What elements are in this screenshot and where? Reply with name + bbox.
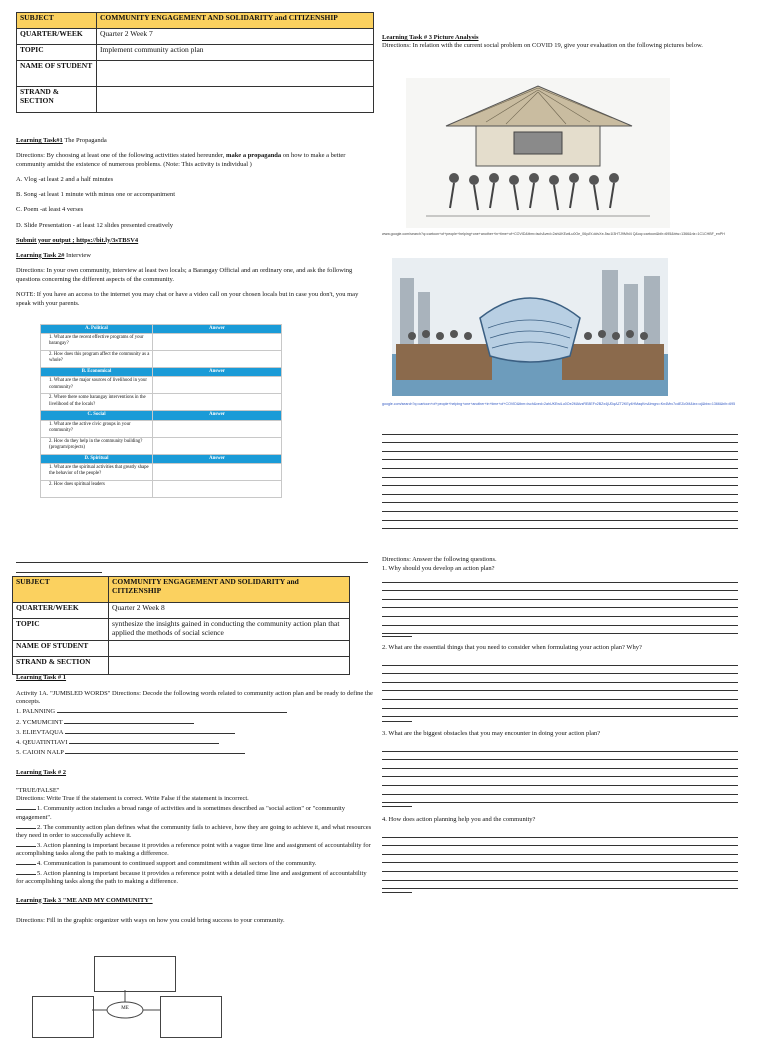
organizer-connectors — [0, 0, 260, 1024]
quarter-label: QUARTER/WEEK — [17, 29, 97, 45]
name-label: NAME OF STUDENT — [13, 641, 109, 657]
interview-question: 1. What are the active civic groups in your community? — [41, 420, 153, 437]
tf-title: "TRUE/FALSE" — [16, 787, 60, 795]
question-1-answer-lines[interactable] — [382, 574, 738, 634]
strand-label: STRAND & SECTION — [13, 657, 109, 675]
task1-option-c: C. Poem -at least 4 verses — [16, 206, 84, 214]
question-3: 3. What are the biggest obstacles that you may encounter in doing your action plan? — [382, 730, 601, 737]
topic-value: synthesize the insights gained in conducting the community action plan that applied the methods of social science — [109, 619, 350, 641]
subject-value: COMMUNITY ENGAGEMENT AND SOLIDARITY and CITIZENSHIP — [109, 577, 350, 603]
quarter-label: QUARTER/WEEK — [13, 603, 109, 619]
topic-value: Implement community action plan — [97, 45, 374, 61]
name-label: NAME OF STUDENT — [17, 61, 97, 87]
task2-note: NOTE: If you have an access to the internet you may chat or have a video call on your chosen locals but in case you don't, you may speak with your parents. — [16, 291, 359, 308]
jumbled-word-3: 3. ELIEVTAQUA — [16, 727, 374, 737]
jumbled-word-5: 5. CAIOIN NALP — [16, 747, 374, 757]
interview-question: 1. What are the spiritual activities that greatly shape the behavior of the people? — [41, 463, 153, 480]
topic-label: TOPIC — [13, 619, 109, 641]
task2-heading: Learning Task 2# — [16, 251, 65, 259]
question-2: 2. What are the essential things that you need to consider when formulating your action plan? Why? — [382, 644, 642, 651]
question-1: 1. Why should you develop an action plan? — [382, 565, 495, 572]
task3-section — [382, 34, 742, 50]
task3-heading: Learning Task # 3 Picture Analysis — [382, 34, 479, 41]
question-2-answer-end — [382, 721, 412, 722]
quarter-value: Quarter 2 Week 8 — [109, 603, 350, 619]
task1-heading: Learning Task#1 — [16, 137, 63, 144]
topic-label: TOPIC — [17, 45, 97, 61]
strand-label: STRAND & SECTION — [17, 87, 97, 113]
task1-option-d: D. Slide Presentation - at least 12 slides presented creatively — [16, 221, 174, 229]
interview-question: 2. Where there some barangay interventions in the livelihood of the locals? — [41, 394, 153, 411]
jumbled-word-1: 1. PALNNING — [16, 706, 374, 716]
picture-analysis-answer-lines[interactable] — [382, 426, 738, 529]
question-2-answer-lines[interactable] — [382, 657, 738, 717]
tf-item-5: 5. Action planning is important because it provides a reference point with a detailed time line and assignment of accountability for accomplishing tasks along the path to making a difference. — [16, 870, 367, 886]
question-4-answer-lines[interactable] — [382, 829, 738, 889]
tf-item-1: 1. Community action includes a broad range of activities and is sometimes described as "social action" or "community engagement". — [16, 805, 345, 821]
image-source-2: google.com/search?q=cartoon+of+people+helping+one+another+in+time+of+COVID&tbm=isch&ved=2ahUKEwiLu0Oe2MAlvzRE8EFx2BZx4jUDqAZT2KEy4HMaqKm&imgrc=Kn4Mrc7cdEZc0M&ixx=oj&biw=1366&bih=695 — [382, 402, 736, 406]
wk8-task2-heading: Learning Task # 2 — [16, 769, 67, 776]
interview-answer-header: Answer — [153, 411, 282, 420]
image-source-1: www.google.com/search?q=cartoon+of+people+helping+one+another+in+time+of+COVID&tbm=isch&ved=2ahUKEwiLu0Oe_06yAY-ddvXe-5sc1I3HTJ9Mhl4 Q&oq=cartoon&bih=695&biw=1366&rlz=1C1CHBF_enPH — [382, 232, 725, 236]
task3-directions: Directions: In relation with the current social problem on COVID 19, give your evaluation on the following pictures below. — [382, 42, 703, 50]
question-3-answer-lines[interactable] — [382, 743, 738, 803]
interview-answer-header: Answer — [153, 325, 282, 334]
subject-label: SUBJECT — [13, 577, 109, 603]
tf-item-2: 2. The community action plan defines what the community fails to achieve, how they are going to achieve it, and what resources they need in order to successfully achieve it. — [16, 823, 372, 839]
interview-section-title: D. Spiritual — [41, 454, 153, 463]
cartoon-shelter-image — [406, 78, 670, 228]
jumbled-directions: Activity 1A. "JUMBLED WORDS" Directions: Decode the following words related to community action plan and be ready to define the concepts. — [16, 690, 373, 706]
subject-value: COMMUNITY ENGAGEMENT AND SOLIDARITY and CITIZENSHIP — [97, 13, 374, 29]
interview-answer-header: Answer — [153, 454, 282, 463]
submit-link[interactable]: Submit your output ; https://bit.ly/3sTBSV4 — [16, 236, 139, 244]
task1-option-b: B. Song -at least 1 minute with minus one or accompaniment — [16, 191, 176, 199]
jumbled-word-4: 4. QEUATINTIAVI — [16, 737, 374, 747]
interview-question: 2. How does spiritual leaders — [41, 480, 153, 497]
organizer-directions: Directions: Fill in the graphic organizer with ways on how you could bring success to your community. — [16, 916, 285, 924]
task2-title: Interview — [66, 251, 91, 259]
interview-section-title: C. Social — [41, 411, 153, 420]
jumbled-word-2: 2. YCMUMCINT — [16, 717, 374, 727]
task1-option-a: A. Vlog -at least 2 and a half minutes — [16, 176, 114, 184]
organizer-center-label: ME — [121, 1006, 129, 1011]
interview-question: 1. What are the recent effective programs of your barangay? — [41, 334, 153, 351]
tf-item-4: 4. Communication is paramount to continued support and commitment within all sectors of the community. — [16, 858, 374, 868]
interview-question: 1. What are the major sources of livelihood in your community? — [41, 377, 153, 394]
task1-title: The Propaganda — [64, 137, 107, 144]
subject-label: SUBJECT — [17, 13, 97, 29]
quarter-value: Quarter 2 Week 7 — [97, 29, 374, 45]
question-3-answer-end — [382, 806, 412, 807]
wk8-task1-heading: Learning Task # 1 — [16, 674, 67, 681]
interview-section-title: A. Political — [41, 325, 153, 334]
task2-directions: Directions: In your own community, interview at least two locals; a Barangay Official and an ordinary one, and ask the following questions concerning the different aspects of the community. — [16, 266, 353, 283]
question-4: 4. How does action planning help you and the community? — [382, 816, 536, 823]
question-1-answer-end — [382, 636, 412, 637]
question-4-answer-end — [382, 892, 412, 893]
tf-directions: Directions: Write True if the statement is correct. Write False if the statement is incorrect. — [16, 795, 249, 803]
interview-question: 2. How does this program affect the community as a whole? — [41, 351, 153, 368]
task1-directions: Directions: By choosing at least one of the following activities stated hereunder, make a propaganda on how to make a better community amidst the existence of numerous problems. (Note: This activity is individual ) — [16, 152, 346, 169]
cartoon-mask-bridge-image — [392, 258, 668, 396]
tf-item-3: 3. Action planning is important because it provides a reference point with a vague time line and assignment of accountability for accomplishing tasks along the path to making a difference. — [16, 841, 371, 857]
interview-section-title: B. Economical — [41, 368, 153, 377]
interview-question: 2. How do they help in the community building? (program/projects) — [41, 437, 153, 454]
wk8-task3-heading: Learning Task 3 "ME AND MY COMMUNITY" — [16, 896, 153, 904]
questions-directions: Directions: Answer the following questions. — [382, 556, 497, 563]
interview-answer-header: Answer — [153, 368, 282, 377]
